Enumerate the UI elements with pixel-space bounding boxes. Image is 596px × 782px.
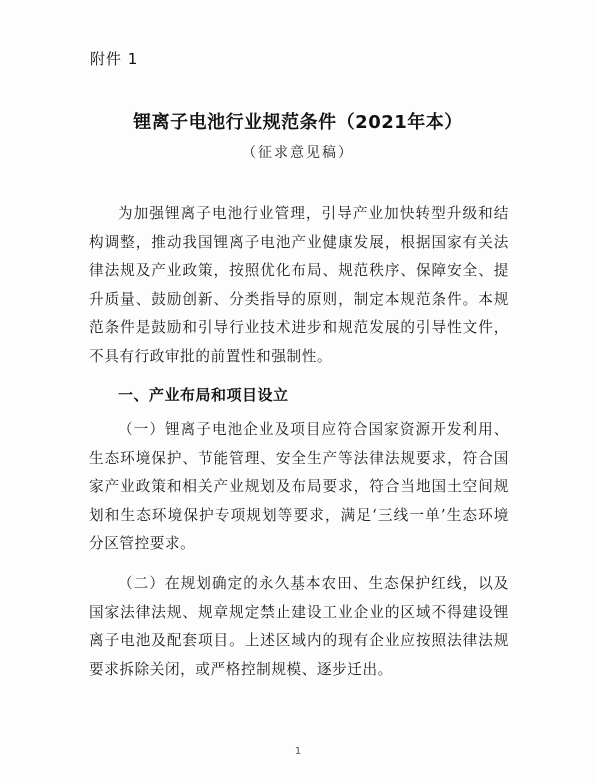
attachment-label: 附件 1	[90, 50, 139, 68]
page-number: 1	[294, 746, 302, 757]
intro-paragraph: 为加强锂离子电池行业管理，引导产业加快转型升级和结构调整，推动我国锂离子电池产业健康发展，根据国家有关法律法规及产业政策，按照优化布局、规范秩序、保障安全、提升质量、鼓励创新、分类指导的原则，制定本规范条件。本规范条件是鼓励和引导行业技术进步和规范发展的引导性文件，不具有行政审批的前置性和强制性。	[89, 205, 509, 365]
section-heading: 一、产业布局和项目设立	[118, 386, 289, 404]
document-title: 锂离子电池行业规范条件（2021年本）	[133, 112, 463, 133]
document-subtitle: （征求意见稿）	[242, 145, 354, 161]
clause-paragraph-2: （二）在规划确定的永久基本农田、生态保护红线，以及国家法律法规、规章规定禁止建设工业企业的区域不得建设锂离子电池及配套项目。上述区域内的现有企业应按照法律法规要求拆除关闭，或严格控制规模、逐步迁出。	[89, 575, 509, 678]
clause-paragraph-1: （一）锂离子电池企业及项目应符合国家资源开发利用、生态环境保护、节能管理、安全生产等法律法规要求，符合国家产业政策和相关产业规划及布局要求，符合当地国土空间规划和生态环境保护专项规划等要求，满足‘三线一单’生态环境分区管控要求。	[89, 421, 509, 552]
